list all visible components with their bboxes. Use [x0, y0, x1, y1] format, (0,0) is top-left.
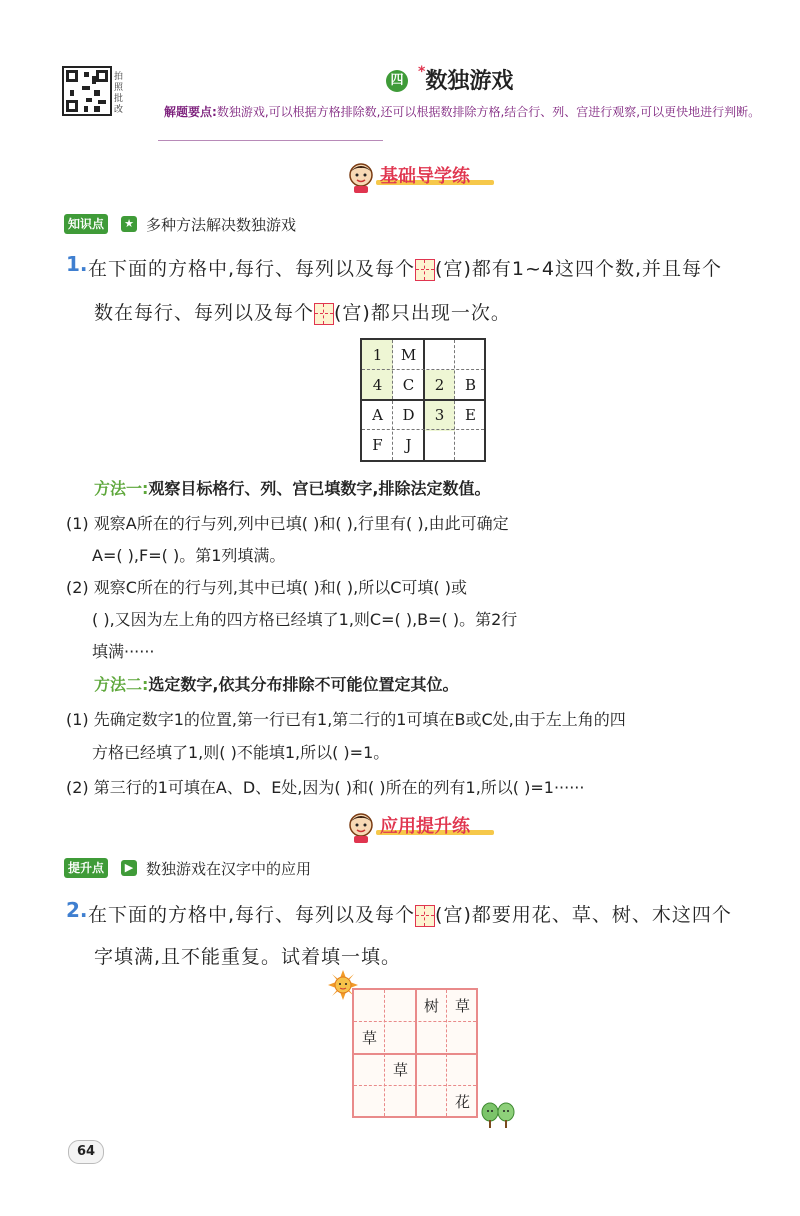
grid1-cell[interactable] — [455, 340, 486, 371]
grid1-cell: 1 — [362, 340, 393, 371]
mascot-icon — [344, 810, 378, 844]
problem1-line2: 数在每行、每列以及每个 (宫)都只出现一次。 — [94, 302, 511, 324]
method1-q2-line3: 填满······ — [92, 642, 155, 661]
tips-label: 解题要点: — [164, 105, 217, 119]
palace-box-icon — [415, 259, 435, 281]
grid1-cell: 2 — [424, 370, 455, 401]
grid2-cell[interactable] — [447, 1022, 478, 1054]
grid1-cell: D — [402, 406, 415, 424]
page-title: *数独游戏 — [418, 64, 514, 94]
palace-box-icon — [415, 905, 435, 927]
method1-heading: 方法一:观察目标格行、列、宫已填数字,排除法定数值。 — [94, 479, 491, 498]
section-number-badge: 四 — [386, 70, 408, 92]
star-icon: ★ — [121, 216, 137, 232]
sudoku-grid-1 — [360, 338, 486, 462]
grid2-cell: 树 — [423, 997, 439, 1015]
problem2-line1: 在下面的方格中,每行、每列以及每个 (宫)都要用花、草、树、木这四个 — [88, 904, 732, 926]
method2-heading: 方法二:选定数字,依其分布排除不可能位置定其位。 — [94, 675, 459, 694]
grid2-cell[interactable] — [354, 1054, 385, 1086]
grid1-cell: J — [405, 436, 412, 454]
grid1-cell[interactable] — [424, 340, 455, 371]
grid1-cell[interactable] — [455, 430, 486, 461]
grid2-cell[interactable] — [385, 1022, 416, 1054]
method1-q1-line1: (1) 观察A所在的行与列,列中已填( )和( ),行里有( ),由此可确定 — [66, 514, 509, 533]
grid1-cell: C — [402, 376, 415, 394]
optional-star: * — [418, 64, 426, 80]
grid1-cell: 3 — [424, 400, 455, 431]
method1-q2-line1: (2) 观察C所在的行与列,其中已填( )和( ),所以C可填( )或 — [66, 578, 467, 597]
grid1-cell: A — [372, 406, 383, 424]
grid2-cell[interactable] — [416, 1054, 447, 1086]
tips-divider — [158, 140, 383, 141]
palace-box-icon — [314, 303, 334, 325]
plant-icon — [480, 1102, 516, 1130]
tips-text: 数独游戏,可以根据方格排除数,还可以根据数排除方格,结合行、列、宫进行观察,可以更快地进行判断。 — [216, 105, 761, 119]
section2-title: 应用提升练 — [380, 816, 470, 837]
method1-q1-line2: A=( ),F=( )。第1列填满。 — [92, 546, 286, 565]
grid2-cell: 草 — [454, 997, 470, 1015]
grid1-cell: E — [465, 406, 476, 424]
grid1-cell: B — [464, 376, 477, 394]
problem2-line2: 字填满,且不能重复。试着填一填。 — [94, 946, 402, 968]
grid1-cell: M — [400, 346, 417, 364]
knowledge-point-tag: 知识点 — [64, 214, 108, 234]
problem2-number: 2. — [66, 898, 88, 922]
section1-title: 基础导学练 — [380, 166, 470, 187]
method2-q1-line1: (1) 先确定数字1的位置,第一行已有1,第二行的1可填在B或C处,由于左上角的四 — [66, 710, 626, 729]
method1-q2-line2: ( ),又因为左上角的四方格已经填了1,则C=( ),B=( )。第2行 — [92, 610, 518, 629]
grid2-cell[interactable] — [354, 990, 385, 1022]
improve-point-tag: 提升点 — [64, 858, 108, 878]
method2-q2-line1: (2) 第三行的1可填在A、D、E处,因为( )和( )所在的列有1,所以( )=1······ — [66, 778, 585, 797]
problem1-line1: 在下面的方格中,每行、每列以及每个 (宫)都有1~4这四个数,并且每个 — [88, 258, 723, 280]
grid2-cell: 花 — [454, 1093, 470, 1111]
grid2-cell[interactable] — [447, 1054, 478, 1086]
mascot-icon — [344, 160, 378, 194]
grid1-cell: F — [372, 436, 383, 454]
grid2-cell[interactable] — [416, 1086, 447, 1118]
solving-tips — [164, 100, 784, 124]
arrow-right-icon: ▶ — [121, 860, 137, 876]
grid1-cell[interactable] — [424, 430, 455, 461]
grid2-cell[interactable] — [416, 1022, 447, 1054]
grid2-cell: 草 — [361, 1029, 377, 1047]
method2-q1-line2: 方格已经填了1,则( )不能填1,所以( )=1。 — [92, 743, 390, 762]
grid2-cell[interactable] — [385, 990, 416, 1022]
improve-point-text: 数独游戏在汉字中的应用 — [146, 860, 312, 878]
grid2-cell[interactable] — [385, 1086, 416, 1118]
scan-grade-label: 拍照批改 — [114, 72, 124, 115]
grid2-cell: 草 — [392, 1061, 408, 1079]
qr-code[interactable] — [62, 66, 112, 116]
grid1-cell: 4 — [362, 370, 393, 401]
grid2-cell[interactable] — [354, 1086, 385, 1118]
knowledge-point-text: 多种方法解决数独游戏 — [146, 216, 297, 234]
page-number: 64 — [68, 1140, 104, 1164]
problem1-number: 1. — [66, 252, 88, 276]
hanzi-sudoku-grid — [352, 988, 478, 1118]
